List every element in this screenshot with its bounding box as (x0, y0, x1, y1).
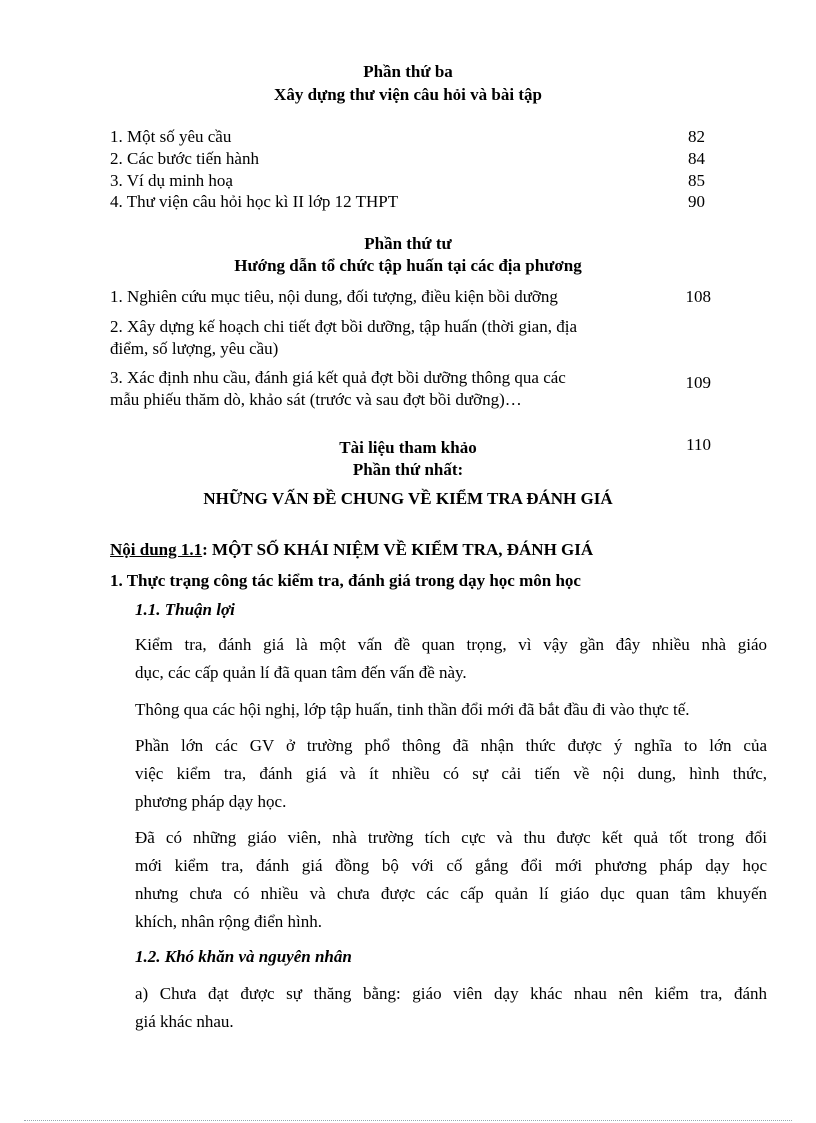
part3-title: Phần thứ ba (363, 62, 453, 81)
paragraph-line: nhưng chưa có nhiều và chưa được các cấp quản lí giáo dục quan tâm khuyến (135, 884, 767, 903)
toc-page-number: 84 (688, 149, 705, 168)
toc-page-number: 110 (686, 435, 711, 454)
toc-page-number: 90 (688, 192, 705, 211)
paragraph-line: Đã có những giáo viên, nhà trường tích cực và thu được kết quả tốt trong đổi (135, 828, 767, 847)
toc-item: 1. Một số yêu cầu (110, 127, 232, 146)
toc-item: 2. Các bước tiến hành (110, 149, 259, 168)
part1-title: Phần thứ nhất: (352, 460, 464, 479)
toc-item-continued: điểm, số lượng, yêu cầu) (110, 339, 279, 358)
toc-item: 3. Ví dụ minh hoạ (110, 171, 233, 190)
toc-item: 4. Thư viện câu hỏi học kì II lớp 12 THPT (110, 192, 399, 211)
paragraph-line: giá khác nhau. (135, 1012, 234, 1031)
toc-item: 3. Xác định nhu cầu, đánh giá kết quả đợt bồi dưỡng thông qua các (110, 368, 566, 387)
paragraph-line: Kiểm tra, đánh giá là một vấn đề quan trọng, vì vậy gần đây nhiều nhà giáo (135, 635, 767, 654)
toc-page-number: 85 (688, 171, 705, 190)
toc-item-continued: mẫu phiếu thăm dò, khảo sát (trước và sau đợt bồi dưỡng)… (110, 390, 522, 409)
paragraph-line: khích, nhân rộng điển hình. (135, 912, 322, 931)
subsection-heading: 1.1. Thuận lợi (135, 600, 235, 619)
toc-page-number: 82 (688, 127, 705, 146)
paragraph-line: Thông qua các hội nghị, lớp tập huấn, tinh thần đổi mới đã bắt đầu đi vào thực tế. (135, 700, 690, 719)
page-bottom-border (24, 1120, 792, 1121)
content-heading-rest: : MỘT SỐ KHÁI NIỆM VỀ KIỂM TRA, ĐÁNH GIÁ (202, 540, 594, 559)
part1-subtitle: NHỮNG VẤN ĐỀ CHUNG VỀ KIỂM TRA ĐÁNH GIÁ (203, 489, 613, 508)
part4-subtitle: Hướng dẫn tổ chức tập huấn tại các địa phương (234, 256, 582, 275)
references-title: Tài liệu tham khảo (339, 438, 477, 457)
paragraph-line: dục, các cấp quản lí đã quan tâm đến vấn đề này. (135, 663, 467, 682)
content-heading-label: Nội dung 1.1 (110, 540, 203, 559)
content-heading (110, 539, 593, 561)
part4-title: Phần thứ tư (364, 234, 452, 253)
subsection-heading: 1.2. Khó khăn và nguyên nhân (135, 947, 352, 966)
paragraph-line: a) Chưa đạt được sự thăng bằng: giáo viên dạy khác nhau nên kiểm tra, đánh (135, 984, 767, 1003)
toc-page-number: 108 (685, 287, 711, 306)
paragraph-line: Phần lớn các GV ở trường phổ thông đã nhận thức được ý nghĩa to lớn của (135, 736, 767, 755)
paragraph-line: phương pháp dạy học. (135, 792, 287, 811)
part3-subtitle: Xây dựng thư viện câu hỏi và bài tập (274, 85, 542, 104)
toc-page-number: 109 (685, 373, 711, 392)
paragraph-line: mới kiểm tra, đánh giá đồng bộ với cố gắng đổi mới phương pháp dạy học (135, 856, 767, 875)
section-heading: 1. Thực trạng công tác kiểm tra, đánh giá trong dạy học môn học (110, 571, 581, 590)
toc-item: 2. Xây dựng kế hoạch chi tiết đợt bồi dưỡng, tập huấn (thời gian, địa (110, 317, 577, 336)
toc-item: 1. Nghiên cứu mục tiêu, nội dung, đối tượng, điều kiện bồi dưỡng (110, 287, 558, 306)
paragraph-line: việc kiểm tra, đánh giá và ít nhiều có sự cải tiến về nội dung, hình thức, (135, 764, 767, 783)
